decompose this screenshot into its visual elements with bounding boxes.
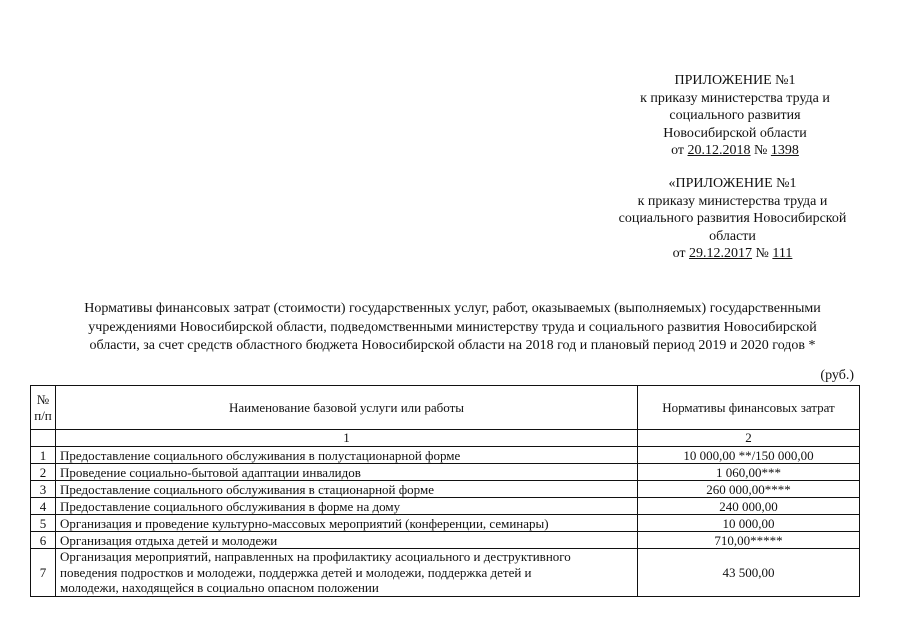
- table-header-row: [31, 386, 860, 430]
- row-standard-value: 10 000,00 **/150 000,00: [638, 447, 860, 464]
- column-header-number: [31, 386, 56, 430]
- units-label: (руб.): [820, 368, 854, 383]
- index-cell-empty: [31, 430, 56, 447]
- order-number: 111: [772, 246, 793, 261]
- column-header-name: Наименование базовой услуги или работы: [56, 386, 638, 430]
- row-service-name-line: поведения подростков и молодежи, поддержка детей и молодежи, поддержка детей и: [60, 564, 532, 580]
- order-date: 20.12.2018: [687, 143, 751, 158]
- approval-line: социального развития Новосибирской: [618, 211, 847, 226]
- approval-line: к приказу министерства труда и: [637, 193, 828, 209]
- row-standard-value: 43 500,00: [638, 549, 860, 597]
- index-cell-name: 1: [56, 430, 638, 447]
- row-service-name-line: Организация мероприятий, направленных на профилактику асоциального и деструктивного: [60, 549, 571, 565]
- row-number: 2: [31, 464, 56, 481]
- table-row: [31, 515, 860, 532]
- row-service-name: Предоставление социального обслуживания в форме на дому: [56, 498, 638, 515]
- table-row: [31, 464, 860, 481]
- table-row: [31, 549, 860, 597]
- row-standard-value: 710,00*****: [638, 532, 860, 549]
- standards-table: [30, 385, 860, 597]
- approval-title: ПРИЛОЖЕНИЕ №1: [674, 73, 796, 88]
- column-header-value: Нормативы финансовых затрат: [638, 386, 860, 430]
- approval-title: «ПРИЛОЖЕНИЕ №1: [668, 176, 797, 191]
- table-row: [31, 498, 860, 515]
- approval-date-line: [595, 245, 870, 263]
- row-standard-value: 260 000,00****: [638, 481, 860, 498]
- table-row: [31, 447, 860, 464]
- approval-date-line: [610, 142, 860, 160]
- header-number-sign: №: [36, 391, 50, 407]
- row-number: 5: [31, 515, 56, 532]
- row-service-name: [56, 549, 638, 597]
- table-row: [31, 481, 860, 498]
- row-standard-value: 240 000,00: [638, 498, 860, 515]
- date-prefix: от: [671, 143, 685, 158]
- number-sign: №: [755, 246, 769, 261]
- table-row: [31, 532, 860, 549]
- row-standard-value: 10 000,00: [638, 515, 860, 532]
- approval-block-current: [610, 72, 860, 160]
- heading-line: учреждениями Новосибирской области, подведомственными министерству труда и социального развития Новосибирской: [88, 319, 817, 335]
- row-service-name: Предоставление социального обслуживания в полустационарной форме: [56, 447, 638, 464]
- row-service-name: Проведение социально-бытовой адаптации инвалидов: [56, 464, 638, 481]
- heading-line: области, за счет средств областного бюджета Новосибирской области на 2018 год и плановый период 2019 и 2020 годов *: [89, 338, 816, 353]
- row-service-name: Организация и проведение культурно-массовых мероприятий (конференции, семинары): [56, 515, 638, 532]
- approval-block-previous: [595, 175, 870, 263]
- row-number: 6: [31, 532, 56, 549]
- table-index-row: [31, 430, 860, 447]
- heading-line: Нормативы финансовых затрат (стоимости) государственных услуг, работ, оказываемых (выполняемых) государственными: [84, 301, 821, 316]
- order-date: 29.12.2017: [689, 246, 753, 261]
- row-service-name-line: молодежи, находящейся в социально опасном положении: [60, 580, 379, 596]
- approval-line: области: [709, 228, 756, 244]
- row-number: 3: [31, 481, 56, 498]
- row-standard-value: 1 060,00***: [638, 464, 860, 481]
- row-number: 4: [31, 498, 56, 515]
- row-service-name: Предоставление социального обслуживания в стационарной форме: [56, 481, 638, 498]
- index-cell-value: 2: [638, 430, 860, 447]
- header-number-abbr: п/п: [34, 407, 52, 423]
- number-sign: №: [754, 143, 768, 158]
- order-number: 1398: [770, 143, 799, 158]
- row-number: 1: [31, 447, 56, 464]
- row-service-name: Организация отдыха детей и молодежи: [56, 532, 638, 549]
- document-heading: [20, 300, 885, 356]
- approval-line: Новосибирской области: [663, 125, 807, 141]
- approval-line: к приказу министерства труда и: [640, 90, 830, 106]
- date-prefix: от: [672, 246, 686, 261]
- row-number: 7: [31, 549, 56, 597]
- approval-line: социального развития: [669, 108, 801, 123]
